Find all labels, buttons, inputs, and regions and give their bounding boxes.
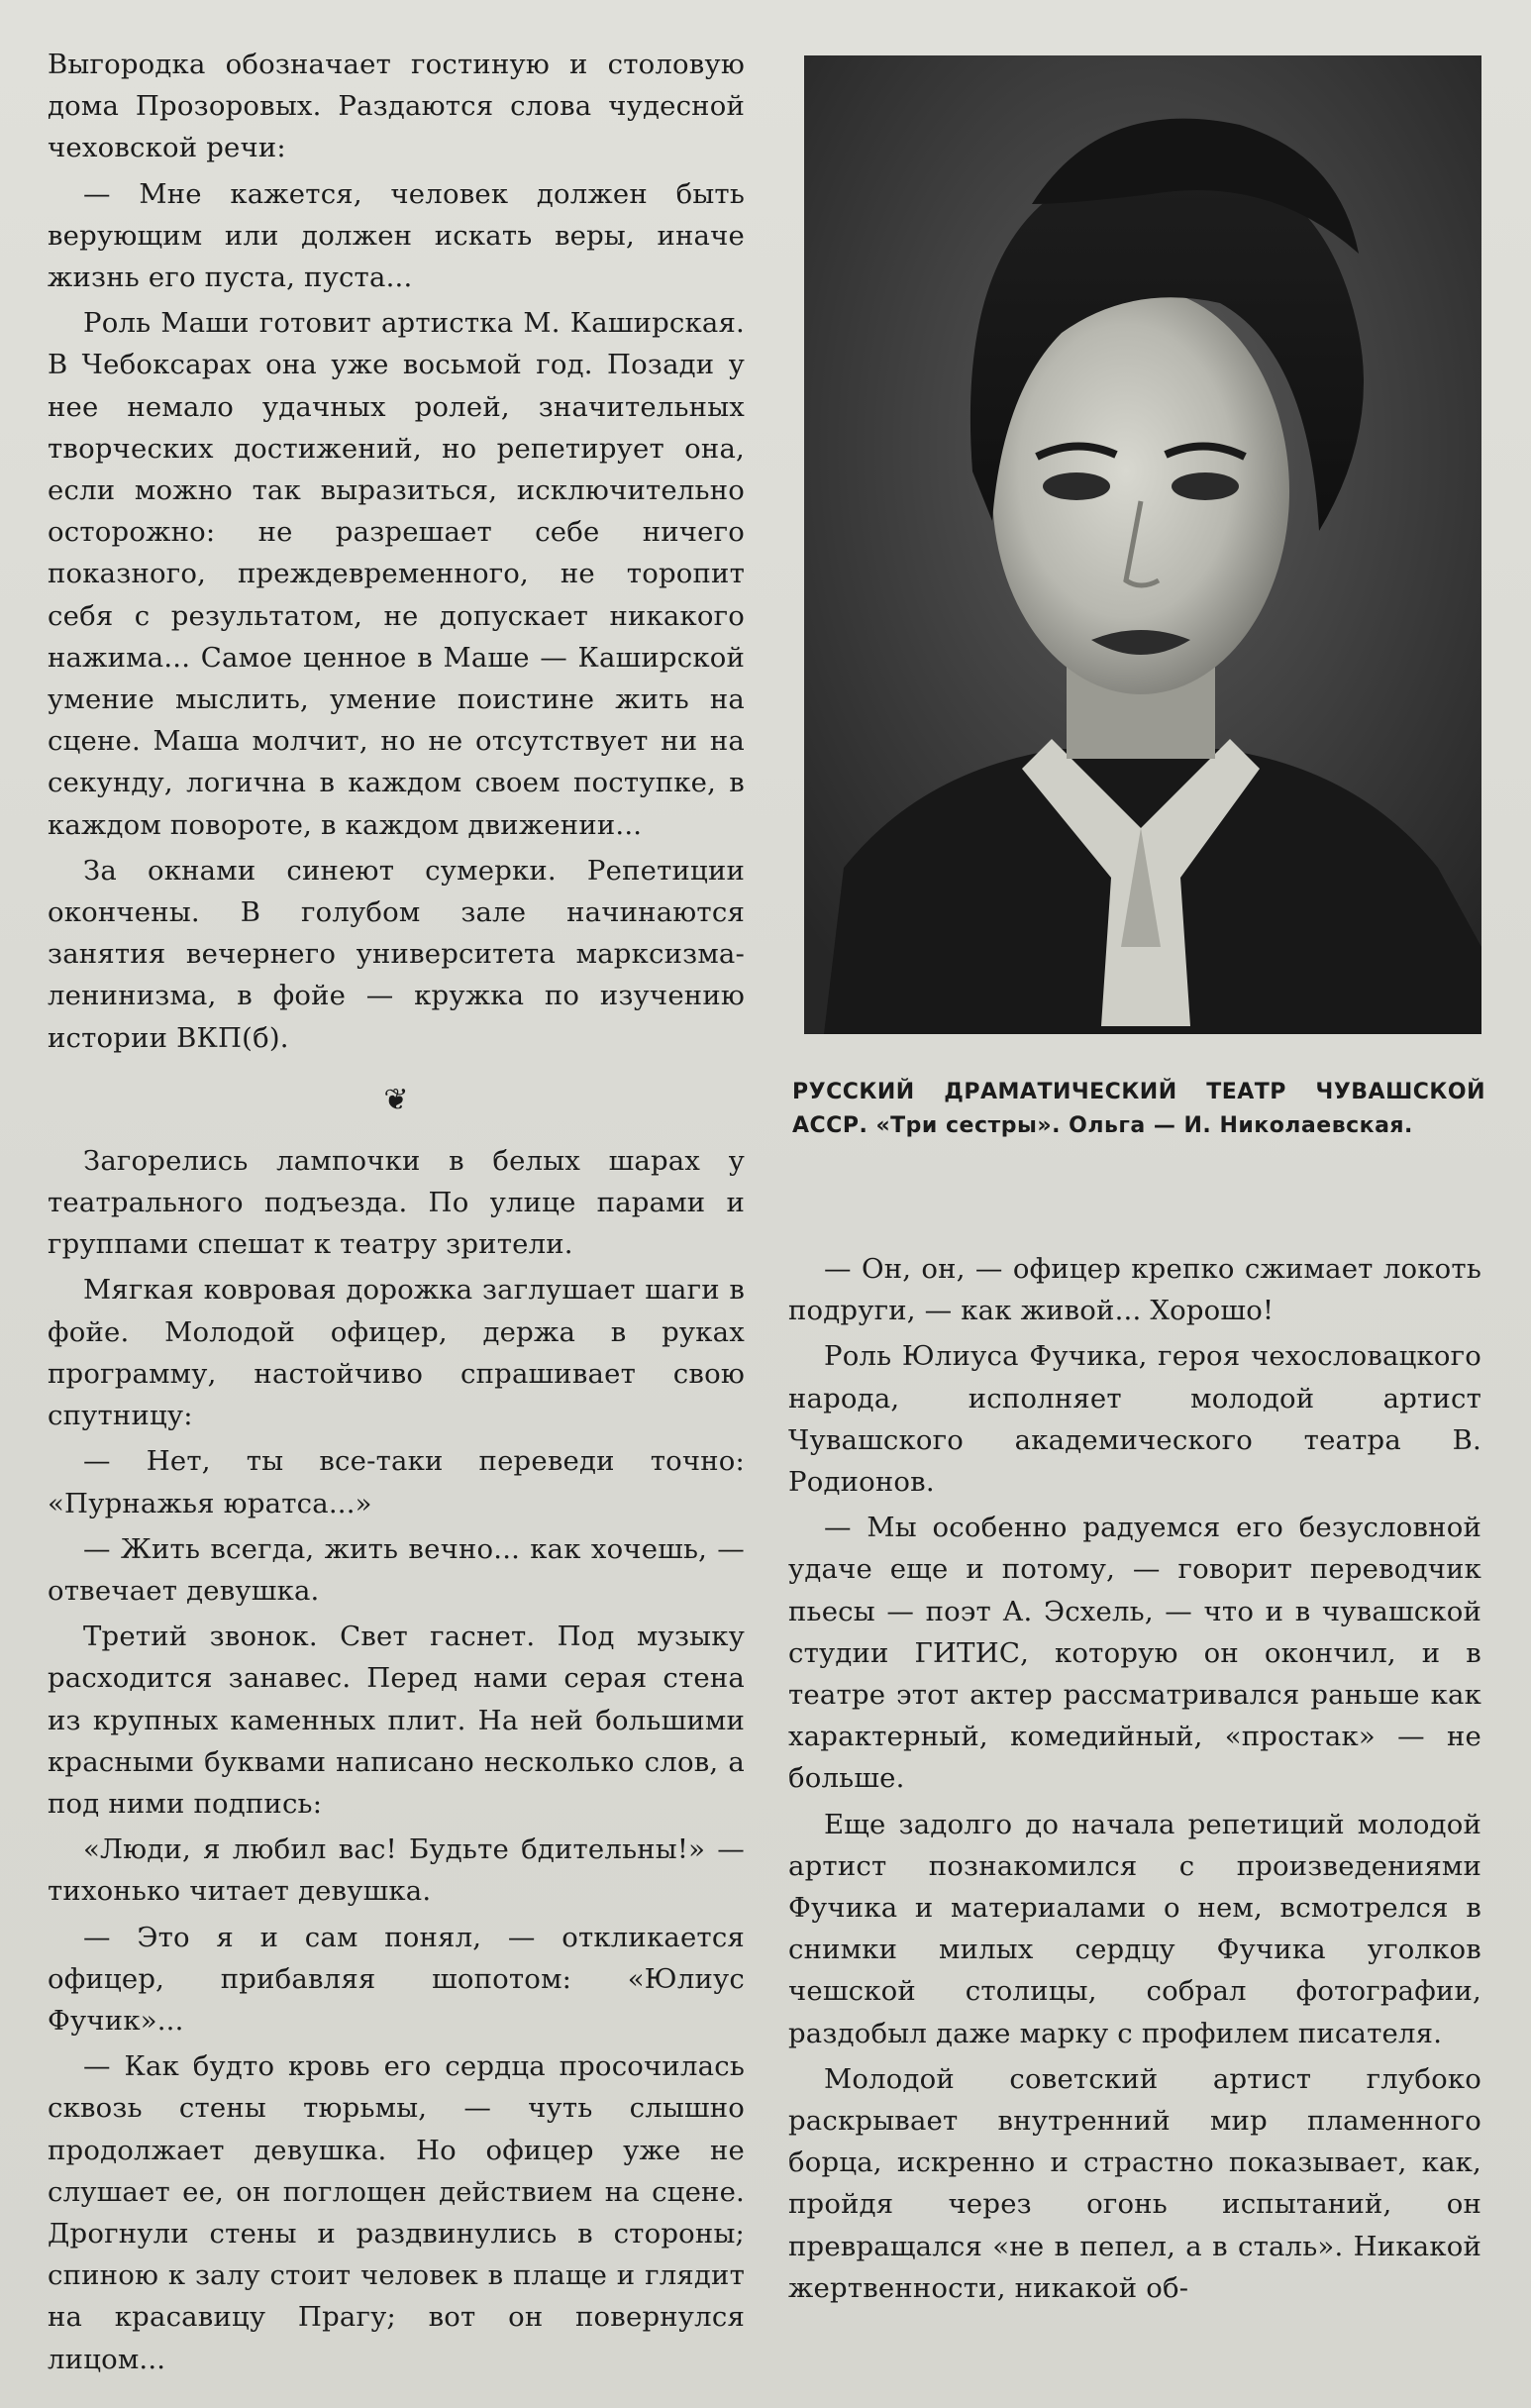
paragraph: Мягкая ковровая дорожка заглушает шаги в фойе. Молодой офицер, держа в руках программу, настойчиво спрашивает свою спутницу: (48, 1274, 745, 1432)
paragraph: — Это я и сам понял, — откликается офицер, прибавляя шопотом: «Юлиус Фучик»... (48, 1921, 745, 2037)
left-column (48, 44, 745, 2384)
paragraph: — Мы особенно радуемся его безусловной удаче еще и потому, — говорит переводчик пьесы — поэт А. Эсхель, — что и в чувашской студии ГИТИС, которую он окончил, и в театре этот актер рассматривался раньше как характерный, комедийный, «простак» — не больше. (788, 1512, 1481, 1795)
paragraph: — Как будто кровь его сердца просочилась сквозь стены тюрьмы, — чуть слышно продолжает девушка. Но офицер уже не слушает ее, он поглощен действием на сцене. Дрогнули стены и раздвинулись в стороны; спиною к залу стоит человек в плаще и глядит на красавицу Прагу; вот он повернулся лицом... (48, 2050, 745, 2375)
paragraph: Третий звонок. Свет гаснет. Под музыку расходится занавес. Перед нами серая стена из крупных каменных плит. На ней большими красными буквами написано несколько слов, а под ними подпись: (48, 1621, 745, 1820)
right-column (788, 1248, 1481, 2313)
section-separator: ❦ (383, 1082, 409, 1117)
paragraph: Еще задолго до начала репетиций молодой артист познакомился с произведениями Фучика и материалами о нем, всмотрелся в снимки милых сердцу Фучика уголков чешской столицы, собрал фотографии, раздобыл даже марку с профилем писателя. (788, 1808, 1481, 2049)
portrait-image (804, 55, 1481, 1034)
paragraph: Роль Юлиуса Фучика, героя чехословацкого народа, исполняет молодой артист Чувашского академического театра В. Родионов. (788, 1340, 1481, 1499)
paragraph: — Жить всегда, жить вечно... как хочешь, — отвечает девушка. (48, 1532, 745, 1607)
portrait-photo (804, 55, 1481, 1034)
photo-caption: РУССКИЙ ДРАМАТИЧЕСКИЙ ТЕАТР ЧУВАШСКОЙ АССР. «Три сестры». Ольга — И. Николаевская. (792, 1080, 1485, 1138)
paragraph: Выгородка обозначает гостиную и столовую дома Прозоровых. Раздаются слова чудесной чеховской речи: (48, 49, 745, 164)
paragraph: — Мне кажется, человек должен быть верующим или должен искать веры, иначе жизнь его пуста, пуста... (48, 177, 745, 294)
paragraph: За окнами синеют сумерки. Репетиции окончены. В голубом зале начинаются занятия вечернего университета марксизма-ленинизма, в фойе — кружка по изучению истории ВКП(б). (48, 854, 745, 1054)
paragraph: Молодой советский артист глубоко раскрывает внутренний мир пламенного борца, искренно и страстно показывает, как, пройдя через огонь испытаний, он превращался «не в пепел, а в сталь». Никакой жертвенности, никакой об- (788, 2062, 1481, 2304)
paragraph: — Он, он, — офицер крепко сжимает локоть подруги, — как живой... Хорошо! (788, 1253, 1481, 1327)
paragraph: Роль Маши готовит артистка М. Каширская. В Чебоксарах она уже восьмой год. Позади у нее немало удачных ролей, значительных творческих достижений, но репетирует она, если можно так выразиться, исключительно осторожно: не разрешает себе ничего показного, преждевременного, не торопит себя с результатом, не допускает никакого нажима... Самое ценное в Маше — Каширской умение мыслить, умение поистине жить на сцене. Маша молчит, но не отсутствует ни на секунду, логична в каждом своем поступке, в каждом повороте, в каждом движении... (48, 307, 745, 841)
paragraph: «Люди, я любил вас! Будьте бдительны!» — тихонько читает девушка. (48, 1833, 745, 1908)
paragraph: — Нет, ты все-таки переведи точно: «Пурнажья юратса...» (48, 1445, 745, 1519)
paragraph: Загорелись лампочки в белых шарах у театрального подъезда. По улице парами и группами спешат к театру зрители. (48, 1144, 745, 1261)
